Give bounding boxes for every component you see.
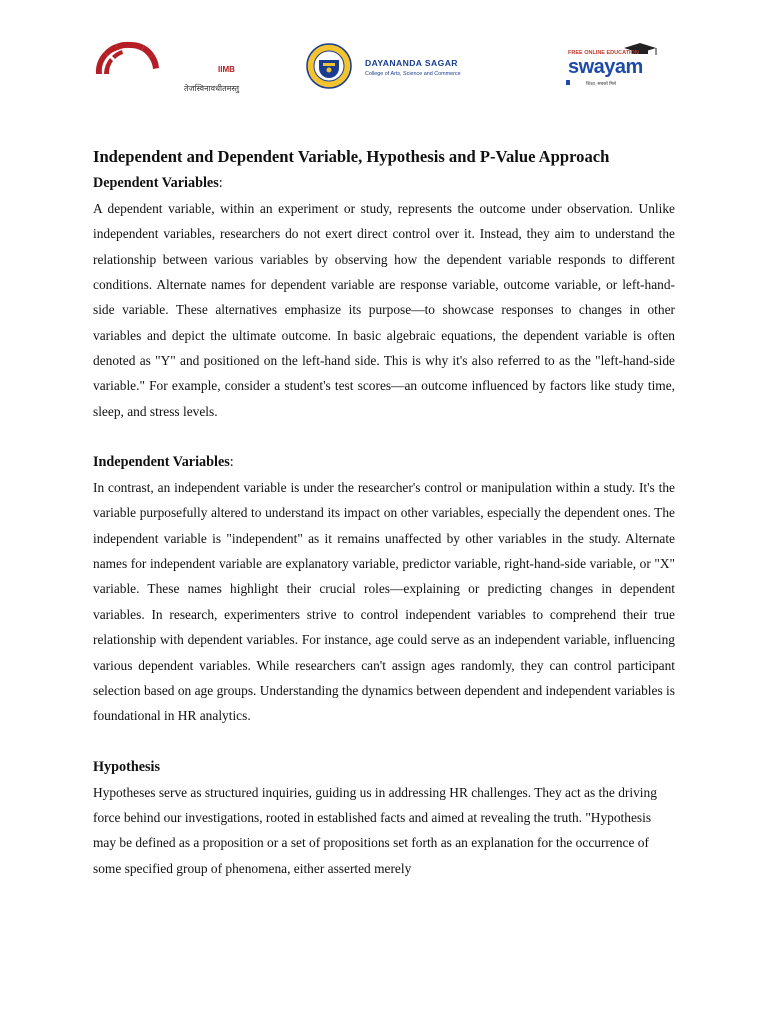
iimb-sunburst-icon — [92, 40, 170, 96]
section-heading-dependent — [93, 170, 675, 196]
section-heading-text: Independent Variables — [93, 454, 230, 471]
dayananda-subtitle: College of Arts, Science and Commerce — [365, 71, 461, 77]
section-paragraph-hypothesis: Hypotheses serve as structured inquiries, guiding us in addressing HR challenges. They act as the driving force behind our investigations, rooted in established facts and aimed at revealing the truth. "Hypothesis may be defined as a proposition or a set of propositions set forth as an explanation for the occurrence of some specified group of phenomena, either asserted merely — [93, 784, 657, 876]
section-heading-hypothesis — [93, 754, 675, 780]
section-heading-text: Dependent Variables — [93, 175, 219, 191]
header-logos — [0, 38, 768, 98]
section-paragraph-dependent: A dependent variable, within an experiment or study, represents the outcome under observation. Unlike independent variables, researchers do not exert direct control over it. Instead, they aim to understand the relationship between various variables by observing how the dependent variable responds to different conditions. Alternate names for dependent variable are response variable, outcome variable, or left-hand-side variable. These alternatives emphasize its purpose—to showcase responses to changes in other variables and depict the ultimate outcome. In basic algebraic equations, the dependent variable is often denoted as "Y" and positioned on the left-hand side. This is why it's also referred to as the "left-hand-side variable." For example, consider a student's test scores—an outcome influenced by factors like study time, sleep, and stress levels. — [93, 201, 675, 419]
iimb-motto: तेजस्विनावधीतमस्तु — [184, 84, 240, 93]
iimb-logo — [92, 40, 240, 96]
iimb-label: IIMB — [218, 65, 235, 74]
section-heading-independent — [93, 449, 675, 475]
section-spacer — [93, 424, 675, 449]
document-title: Independent and Dependent Variable, Hypothesis and P-Value Approach — [93, 147, 610, 166]
dayananda-name: DAYANANDA SAGAR — [365, 58, 458, 68]
swayam-logo — [560, 40, 680, 92]
section-paragraph-independent: In contrast, an independent variable is under the researcher's control or manipulation within a study. It's the variable purposefully altered to understand its impact on other variables, especially the dependent ones. The independent variable is "independent" as it remains unaffected by other variables in the study. Alternate names for independent variable are explanatory variable, predictor variable, right-hand-side variable, or "X" variable. These names highlight their crucial roles—explaining or predicting changes in dependent variables. In research, experimenters strive to control independent variables to comprehend their true relationship with dependent variables. For instance, age could serve as an independent variable, influencing various dependent variables. While researchers can't assign ages randomly, they can control participant selection based on age groups. Understanding the dynamics between dependent and independent variables is foundational in HR analytics. — [93, 480, 675, 724]
heading-colon: : — [229, 454, 234, 471]
dayananda-emblem-icon — [305, 42, 353, 90]
dayananda-sagar-logo — [305, 42, 485, 90]
swayam-top-text: FREE ONLINE EDUCATION — [568, 50, 639, 56]
document-body — [93, 146, 675, 881]
swayam-word: swayam — [568, 56, 643, 78]
section-spacer — [93, 729, 675, 754]
heading-colon: : — [218, 175, 223, 191]
section-heading-text: Hypothesis — [93, 758, 161, 775]
swayam-tagline: शिक्षा, सबको मिले — [586, 81, 617, 86]
